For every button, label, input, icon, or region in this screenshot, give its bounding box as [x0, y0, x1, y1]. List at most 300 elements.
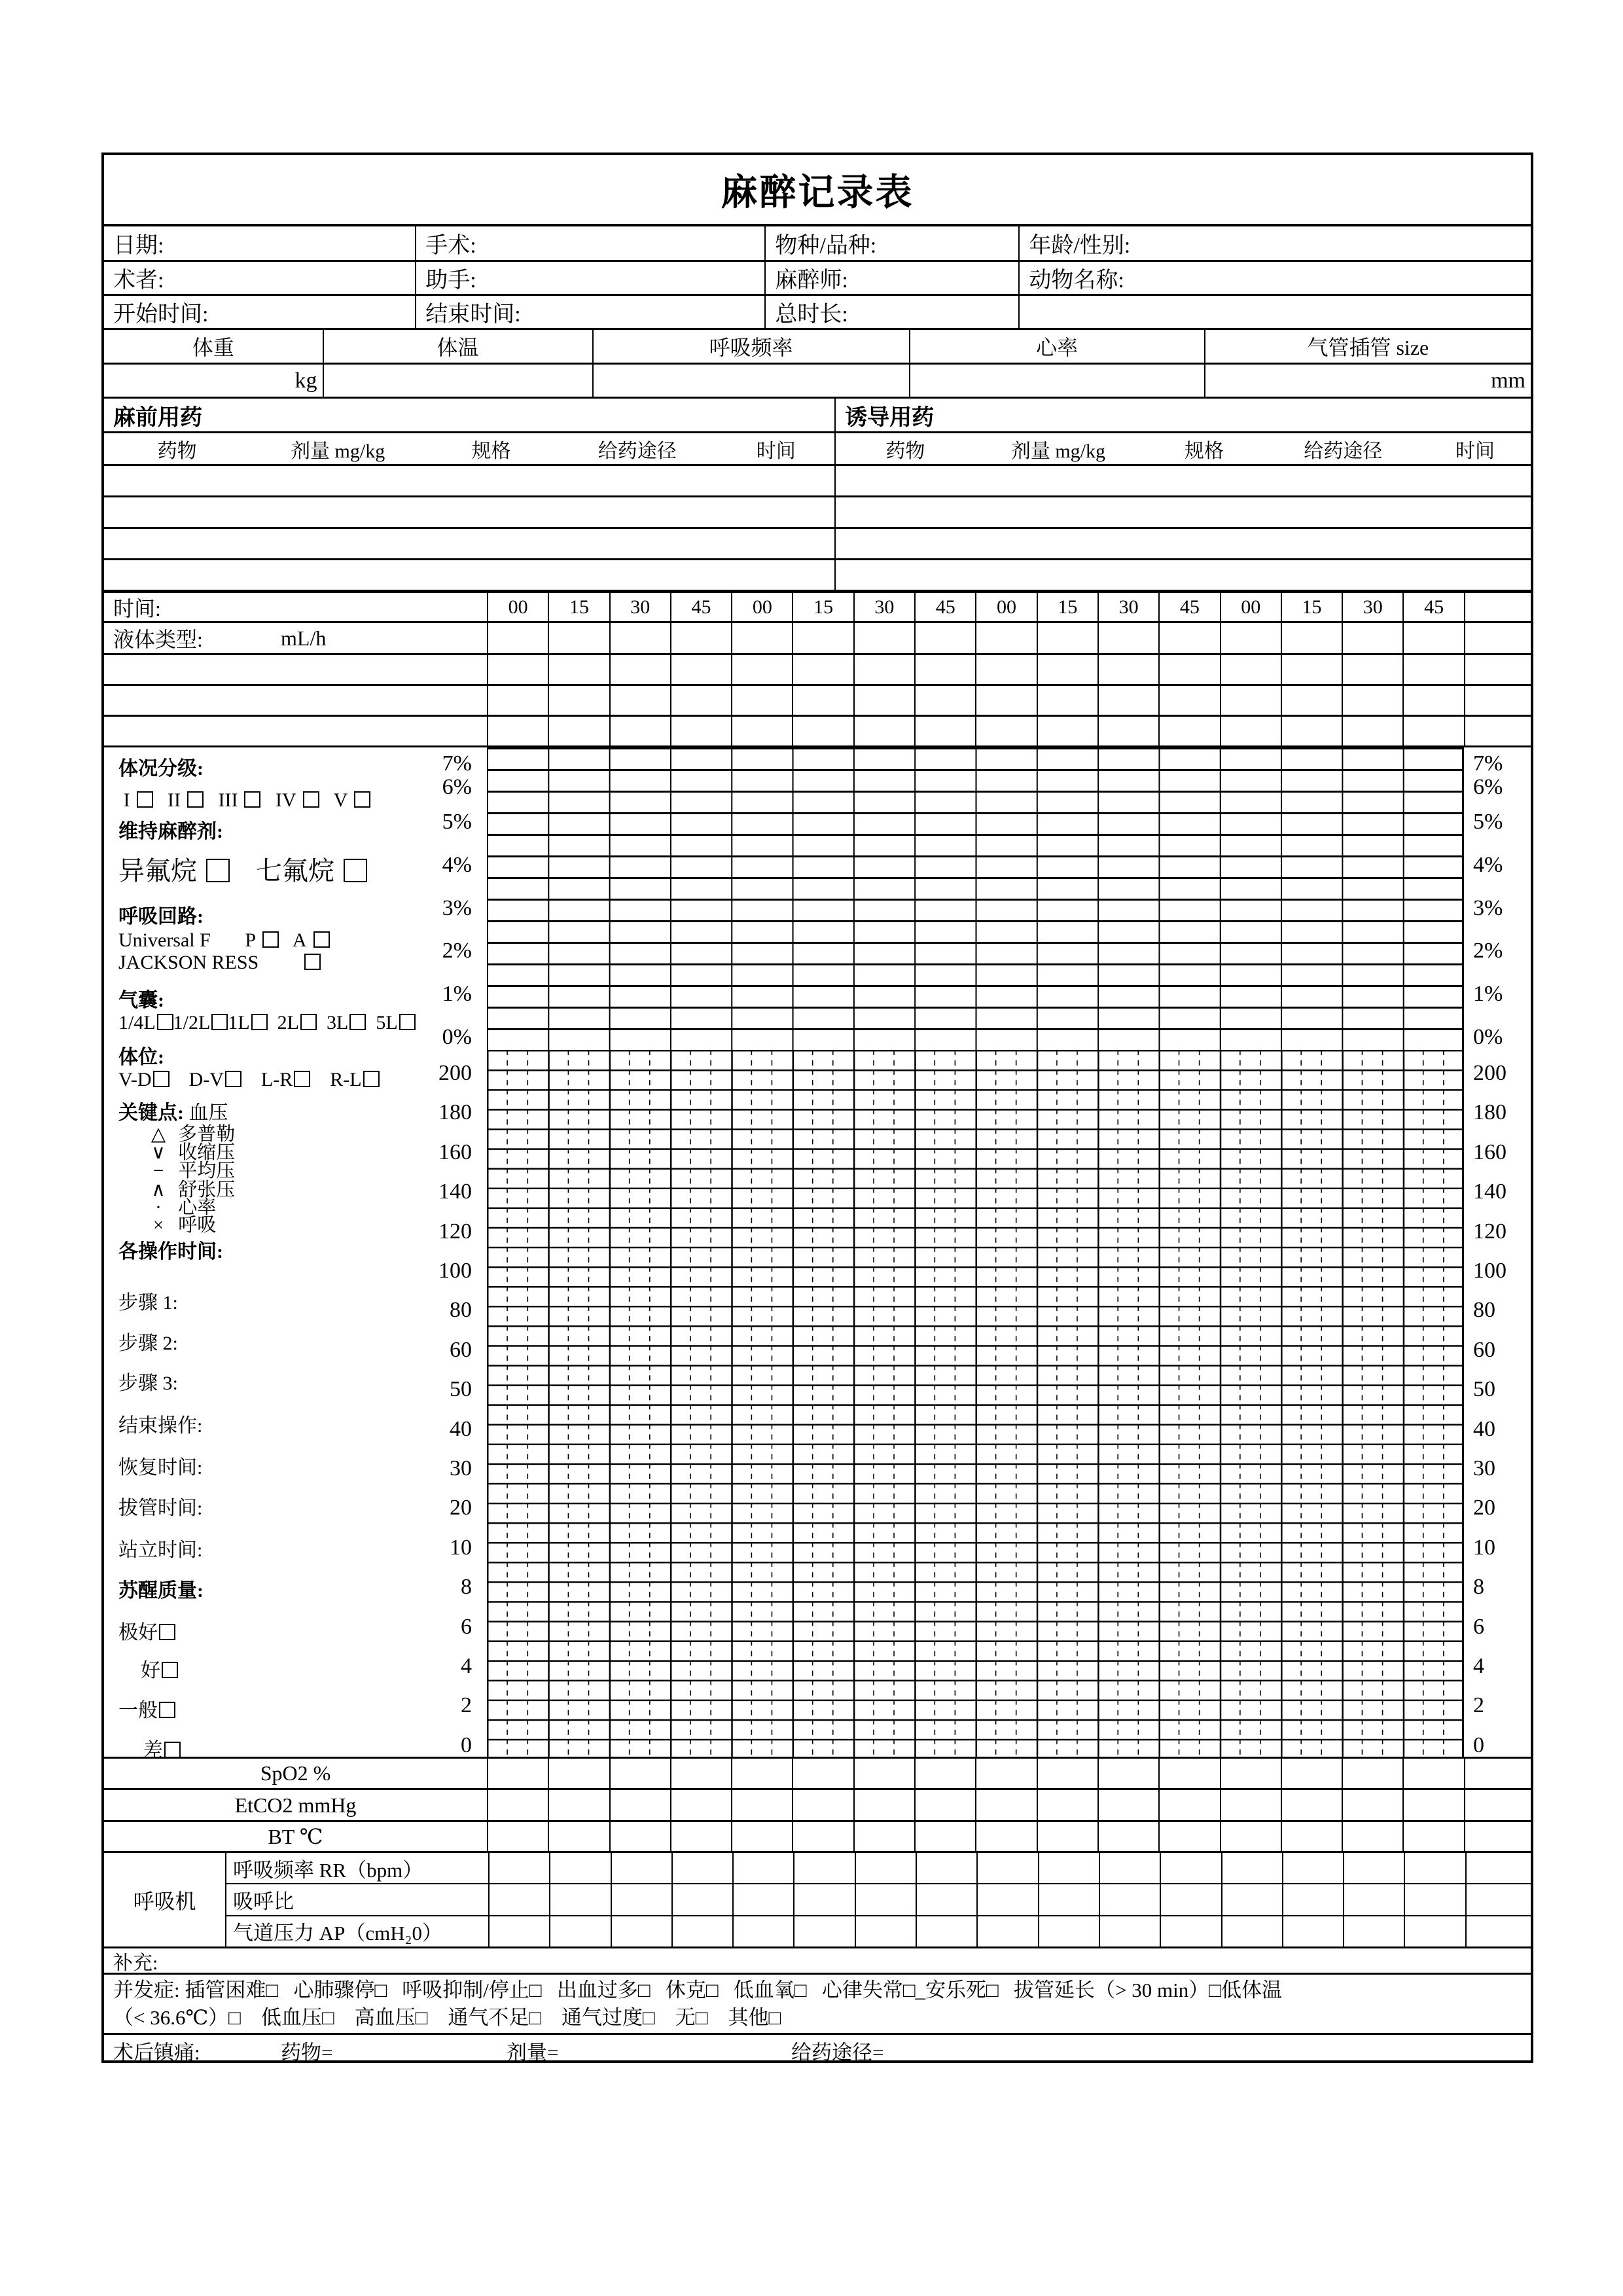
ventilator-ap-label: 气道压力 AP（cmH₂0） [233, 1922, 442, 1945]
value-scale-label: 200 [1473, 1061, 1507, 1085]
time-tick-cell: 00 [487, 593, 548, 621]
key-points-label: 关键点: 血压 [118, 1102, 228, 1124]
legend-symbol: · [155, 1197, 162, 1218]
operation-time-item: 拔管时间: [118, 1498, 203, 1519]
grid-cell [853, 623, 914, 653]
grid-cell [1281, 717, 1342, 745]
grid-cell [1464, 1759, 1531, 1788]
grid-cell [1343, 1853, 1404, 1883]
grid-cell [914, 623, 975, 653]
grid-cell [670, 1822, 731, 1851]
grid-cell [548, 717, 609, 745]
grid-cell [549, 1853, 610, 1883]
grid-cell [793, 1916, 854, 1946]
grid-cell [1158, 655, 1219, 684]
value-scale-label: 6 [1473, 1615, 1484, 1639]
species-field: 物种/品种: [764, 226, 1018, 260]
spo2-label: SpO2 % [260, 1761, 331, 1785]
grid-cell [1097, 1822, 1158, 1851]
value-scale-label: 2 [1473, 1693, 1484, 1717]
grid-cell [1037, 1790, 1097, 1820]
legend-item: × 呼吸 [104, 1215, 487, 1235]
grid-cell [548, 1822, 609, 1851]
legend-symbol: − [152, 1160, 164, 1181]
grid-cell [1038, 1853, 1099, 1883]
grid-cell [609, 686, 670, 715]
grid-cell [975, 623, 1036, 653]
fluid-empty-row [104, 655, 1531, 686]
med-columns-row [104, 433, 1531, 466]
grid-cell [1342, 655, 1402, 684]
grid-cell [609, 717, 670, 745]
time-tick-cell: 15 [1037, 593, 1097, 621]
vitals-units-row [104, 365, 1531, 399]
fluid-empty-row [104, 686, 1531, 717]
ventilator-rr-row [226, 1853, 1531, 1884]
grid-cell [1220, 655, 1281, 684]
legend-symbol: ∨ [151, 1142, 166, 1163]
grid-cell [1402, 623, 1463, 653]
time-tick-cell: 30 [1342, 593, 1402, 621]
percent-scale-label: 5% [442, 810, 472, 834]
grid-cell [1281, 655, 1342, 684]
value-scale-label: 20 [1473, 1496, 1495, 1520]
time-tick-cell: 00 [975, 593, 1036, 621]
grid-cell [731, 1790, 792, 1820]
grid-cell [914, 1822, 975, 1851]
grid-cell [609, 1759, 670, 1788]
value-scale-label: 8 [461, 1575, 472, 1599]
grid-cell [548, 1790, 609, 1820]
grid-cell [1465, 1853, 1531, 1883]
grid-cell [793, 1884, 854, 1914]
grid-cell [548, 1759, 609, 1788]
grid-cell [548, 623, 609, 653]
percent-grid [487, 747, 1464, 1050]
info-empty-cell [1018, 296, 1531, 328]
grid-cell [1158, 1822, 1219, 1851]
grid-cell [853, 1790, 914, 1820]
value-scale-label: 40 [1473, 1417, 1495, 1441]
grid-cell [609, 655, 670, 684]
grid-cell [549, 1916, 610, 1946]
grid-cell [1465, 1916, 1531, 1946]
grid-cell [975, 1822, 1036, 1851]
analgesia-drug: 药物= [281, 2041, 333, 2064]
grid-cell [731, 1822, 792, 1851]
grid-cell [1281, 623, 1342, 653]
grid-cell [488, 1884, 549, 1914]
grid-cell [670, 655, 731, 684]
grid-cell [1097, 686, 1158, 715]
percent-scale-label: 4% [1473, 853, 1503, 877]
grid-cell [1282, 1853, 1343, 1883]
grid-cell [670, 1759, 731, 1788]
grid-cell [855, 1916, 916, 1946]
maintenance-anesthetic-label: 维持麻醉剂: [118, 821, 223, 842]
grid-cell [975, 717, 1036, 745]
grid-cell [1158, 1759, 1219, 1788]
grid-cell [487, 1822, 548, 1851]
recovery-quality-label: 苏醒质量: [118, 1580, 204, 1602]
percent-scale-label: 6% [442, 775, 472, 799]
col-route: 给药途径 [1304, 440, 1383, 462]
respiratory-rate-header: 呼吸频率 [592, 330, 909, 363]
value-scale-label: 120 [1473, 1219, 1507, 1244]
legend-item: △ 多普勒 [104, 1124, 487, 1144]
title-row [104, 155, 1531, 226]
value-scale-label: 50 [450, 1377, 472, 1401]
grid-cell [792, 1790, 853, 1820]
col-spec: 规格 [1184, 440, 1224, 462]
grid-cell [1342, 623, 1402, 653]
grid-cell [1037, 686, 1097, 715]
grid-cell [488, 1916, 549, 1946]
time-tick-cell: 15 [1281, 593, 1342, 621]
grid-cell [916, 1884, 976, 1914]
time-tick-cell: 30 [1097, 593, 1158, 621]
vitals-header-row [104, 330, 1531, 365]
grid-cell [1343, 1916, 1404, 1946]
total-duration-field: 总时长: [764, 296, 1018, 328]
body-condition-label: 体况分级: [118, 758, 204, 780]
breathing-circuit-label: 呼吸回路: [118, 906, 204, 927]
grid-cell [975, 1790, 1036, 1820]
value-scale-label: 10 [450, 1535, 472, 1560]
grid-cell [853, 717, 914, 745]
value-scale-label: 200 [438, 1061, 472, 1085]
grid-cell [609, 1822, 670, 1851]
spo2-row [104, 1759, 1531, 1790]
value-scale-label: 20 [450, 1496, 472, 1520]
grid-cell [1282, 1884, 1343, 1914]
grid-cell [731, 686, 792, 715]
grid-cell [1404, 1853, 1465, 1883]
body-position-options: V-D D-V L-R R-L [104, 1067, 487, 1092]
grid-cell [1037, 1759, 1097, 1788]
body-position-label: 体位: [118, 1047, 164, 1068]
grid-cell [1158, 623, 1219, 653]
air-bag-options: 1/4L 1/2L 1L 2L 3L 5L [104, 1011, 487, 1035]
ventilator-ap-row [226, 1916, 1531, 1946]
grid-cell [1402, 1759, 1463, 1788]
grid-cell [976, 1853, 1037, 1883]
anesthesia-record-form [101, 152, 1533, 2063]
respiratory-rate-value-cell [592, 365, 909, 397]
circuit-jackson-rees: JACKSON RESS [104, 950, 487, 975]
grid-cell [1220, 623, 1281, 653]
grid-cell [975, 686, 1036, 715]
grid-cell [487, 655, 548, 684]
value-scale-label: 60 [450, 1338, 472, 1362]
induction-title: 诱导用药 [834, 399, 1531, 431]
value-scale-label: 40 [450, 1417, 472, 1441]
grid-cell [792, 1822, 853, 1851]
grid-cell [671, 1916, 732, 1946]
circuit-universal-f: Universal F P A [104, 928, 487, 953]
value-scale-label: 160 [438, 1140, 472, 1164]
grid-cell [487, 1759, 548, 1788]
grid-cell [855, 1853, 916, 1883]
operation-times-label: 各操作时间: [118, 1241, 223, 1263]
analgesia-row [104, 2035, 1531, 2066]
grid-cell [1465, 1884, 1531, 1914]
grid-cell [487, 1790, 548, 1820]
grid-cell [976, 1916, 1037, 1946]
grid-cell [731, 623, 792, 653]
grid-cell [731, 717, 792, 745]
legend-item: ∧ 舒张压 [104, 1180, 487, 1200]
grid-cell [611, 1853, 671, 1883]
supplement-row [104, 1948, 1531, 1975]
analgesia-dose: 剂量= [507, 2041, 559, 2064]
percent-scale-label: 2% [1473, 939, 1503, 963]
grid-cell [1220, 1822, 1281, 1851]
grid-cell [487, 686, 548, 715]
time-tick-cell: 00 [1220, 593, 1281, 621]
temperature-value-cell [323, 365, 592, 397]
time-tick-cell: 00 [731, 593, 792, 621]
col-route: 给药途径 [597, 440, 677, 462]
premed-title: 麻前用药 [113, 405, 202, 430]
grid-cell [548, 655, 609, 684]
percent-scale-label: 3% [1473, 896, 1503, 920]
grid-cell [1038, 1916, 1099, 1946]
grid-cell [1220, 717, 1281, 745]
med-empty-row [104, 529, 1531, 560]
info-row-2 [104, 262, 1531, 296]
info-row-3 [104, 296, 1531, 330]
percent-scale-label: 3% [442, 896, 472, 920]
anesthetist-field: 麻醉师: [764, 262, 1018, 294]
grid-cell [1464, 623, 1531, 653]
percent-scale-label: 6% [1473, 775, 1503, 799]
legend-item: − 平均压 [104, 1161, 487, 1181]
chart-left-scale [104, 747, 478, 1759]
med-section-titles [104, 399, 1531, 433]
complications-row [104, 1975, 1531, 2035]
ventilator-ie-label: 吸呼比 [233, 1890, 294, 1913]
analgesia-label: 术后镇痛: [113, 2041, 200, 2064]
surgery-field: 手术: [415, 226, 764, 260]
col-drug: 药物 [885, 440, 925, 462]
recovery-option: 好 [104, 1659, 487, 1683]
complications-line-2: （< 36.6℃）□ 低血压□ 高血压□ 通气不足□ 通气过度□ 无□ 其他□ [113, 2005, 781, 2029]
value-scale-label: 160 [1473, 1140, 1507, 1164]
grid-cell [731, 1759, 792, 1788]
operation-time-item: 步骤 1: [118, 1292, 178, 1314]
recovery-option: 极好 [104, 1621, 487, 1645]
value-scale-label: 50 [1473, 1377, 1495, 1401]
grid-cell [1342, 717, 1402, 745]
operation-time-item: 步骤 2: [118, 1333, 178, 1354]
percent-scale-label: 7% [442, 751, 472, 776]
grid-cell [914, 686, 975, 715]
weight-unit: kg [294, 368, 317, 393]
anesthesia-chart-section [104, 747, 1531, 1759]
value-scale-label: 0 [461, 1733, 472, 1757]
grid-cell [1220, 686, 1281, 715]
grid-cell [1097, 623, 1158, 653]
grid-cell [1342, 1822, 1402, 1851]
end-time-field: 结束时间: [415, 296, 764, 328]
grid-cell [1281, 1759, 1342, 1788]
time-tick-cell: 45 [1402, 593, 1463, 621]
time-ticks [487, 593, 1531, 621]
time-tick-cell: 45 [670, 593, 731, 621]
grid-cell [1221, 1884, 1282, 1914]
grid-cell [1402, 717, 1463, 745]
value-scale-label: 140 [1473, 1179, 1507, 1204]
grid-cell [1158, 1790, 1219, 1820]
grid-cell [611, 1884, 671, 1914]
grid-cell [1464, 686, 1531, 715]
air-bag-label: 气囊: [118, 990, 164, 1011]
grid-cell [853, 655, 914, 684]
premed-columns [104, 433, 834, 464]
fluid-unit: mL/h [281, 626, 327, 650]
grid-cell [1281, 686, 1342, 715]
grid-cell [1037, 1822, 1097, 1851]
value-scale-label: 120 [438, 1219, 472, 1244]
value-scale-label: 100 [1473, 1259, 1507, 1283]
med-empty-row [104, 466, 1531, 497]
grid-cell [731, 655, 792, 684]
legend-item: · 心率 [104, 1198, 487, 1217]
value-scale-label: 80 [1473, 1298, 1495, 1322]
legend-symbol: × [152, 1215, 164, 1236]
grid-cell [1221, 1853, 1282, 1883]
fluid-row [104, 623, 1531, 655]
grid-cell [1097, 1790, 1158, 1820]
form-title: 麻醉记录表 [721, 172, 914, 213]
temperature-header: 体温 [323, 330, 592, 363]
grid-cell [487, 717, 548, 745]
grid-cell [1038, 1884, 1099, 1914]
time-tick-cell: 30 [853, 593, 914, 621]
grid-cell [976, 1884, 1037, 1914]
value-scale-label: 100 [438, 1259, 472, 1283]
etco2-row [104, 1790, 1531, 1822]
grid-cell [732, 1916, 793, 1946]
grid-cell [1464, 717, 1531, 745]
grid-cell [670, 1790, 731, 1820]
supplement-label: 补充: [113, 1952, 158, 1974]
percent-scale-label: 1% [442, 982, 472, 1006]
fluid-label: 液体类型: mL/h [113, 626, 327, 651]
grid-cell [853, 1822, 914, 1851]
percent-scale-label: 4% [442, 853, 472, 877]
grid-cell [916, 1853, 976, 1883]
value-scale-label: 0 [1473, 1733, 1484, 1757]
operation-time-item: 结束操作: [118, 1415, 203, 1437]
grid-cell [1464, 655, 1531, 684]
ventilator-rr-label: 呼吸频率 RR（bpm） [233, 1858, 423, 1882]
date-field: 日期: [113, 234, 164, 258]
percent-scale-label: 7% [1473, 751, 1503, 776]
grid-cell [1160, 1884, 1221, 1914]
col-time: 时间 [1455, 440, 1495, 462]
grid-cell [1097, 655, 1158, 684]
ventilator-ie-row [226, 1884, 1531, 1916]
grid-cell [1342, 1790, 1402, 1820]
grid-cell [549, 1884, 610, 1914]
value-scale-label: 60 [1473, 1338, 1495, 1362]
grid-cell [916, 1916, 976, 1946]
recovery-option: 一般 [104, 1698, 487, 1723]
grid-cell [853, 1759, 914, 1788]
time-tick-cell: 15 [548, 593, 609, 621]
value-scale-label: 80 [450, 1298, 472, 1322]
grid-cell [792, 623, 853, 653]
grid-cell [1099, 1853, 1160, 1883]
col-spec: 规格 [471, 440, 511, 462]
grid-cell [1037, 717, 1097, 745]
grid-cell [548, 686, 609, 715]
grid-cell [1037, 623, 1097, 653]
grid-cell [1402, 1790, 1463, 1820]
time-tick-cell: 15 [792, 593, 853, 621]
grid-cell [792, 1759, 853, 1788]
grid-cell [670, 686, 731, 715]
grid-cell [1099, 1916, 1160, 1946]
grid-cell [1037, 655, 1097, 684]
grid-cell [1160, 1916, 1221, 1946]
grid-cell [1221, 1916, 1282, 1946]
col-dose: 剂量 mg/kg [1010, 440, 1106, 462]
grid-cell [792, 655, 853, 684]
operation-time-item: 步骤 3: [118, 1372, 178, 1394]
grid-cell [1281, 1790, 1342, 1820]
value-scale-label: 2 [461, 1693, 472, 1717]
etco2-label: EtCO2 mmHg [234, 1793, 357, 1817]
assistant-field: 助手: [415, 262, 764, 294]
chart-right-scale [1464, 747, 1536, 1759]
ventilator-block [104, 1853, 1531, 1948]
time-tick-cell: 30 [609, 593, 670, 621]
body-temp-label: BT ℃ [268, 1825, 323, 1848]
weight-header: 体重 [192, 336, 234, 359]
value-scale-label: 4 [1473, 1654, 1484, 1678]
percent-scale-label: 0% [1473, 1025, 1503, 1049]
grid-cell [670, 623, 731, 653]
grid-cell [1342, 1759, 1402, 1788]
grid-cell [1343, 1884, 1404, 1914]
grid-cell [1099, 1884, 1160, 1914]
grid-cell [914, 717, 975, 745]
grid-cell [1097, 1759, 1158, 1788]
analgesia-route: 给药途径= [791, 2041, 884, 2064]
grid-cell [1160, 1853, 1221, 1883]
med-empty-row [104, 560, 1531, 592]
ventilator-label: 呼吸机 [133, 1889, 196, 1913]
value-scale-label: 180 [438, 1100, 472, 1124]
operation-time-item: 恢复时间: [118, 1457, 203, 1479]
operation-time-item: 站立时间: [118, 1539, 203, 1561]
col-dose: 剂量 mg/kg [291, 440, 385, 462]
value-scale-label: 140 [438, 1179, 472, 1204]
complications-line-1: 并发症: 插管困难□ 心肺骤停□ 呼吸抑制/停止□ 出血过多□ 休克□ 低血氧□ 心律失常□_安乐死□ 拔管延长（> 30 min）□低体温 [113, 1978, 1282, 2001]
legend-item: ∨ 收缩压 [104, 1143, 487, 1162]
fluid-empty-row [104, 717, 1531, 747]
med-empty-row [104, 497, 1531, 529]
body-condition-options: I II III IV V [104, 788, 487, 813]
grid-cell [1220, 1759, 1281, 1788]
col-drug: 药物 [157, 440, 197, 462]
grid-cell [1220, 1790, 1281, 1820]
start-time-field: 开始时间: [113, 302, 209, 327]
grid-cell [671, 1853, 732, 1883]
